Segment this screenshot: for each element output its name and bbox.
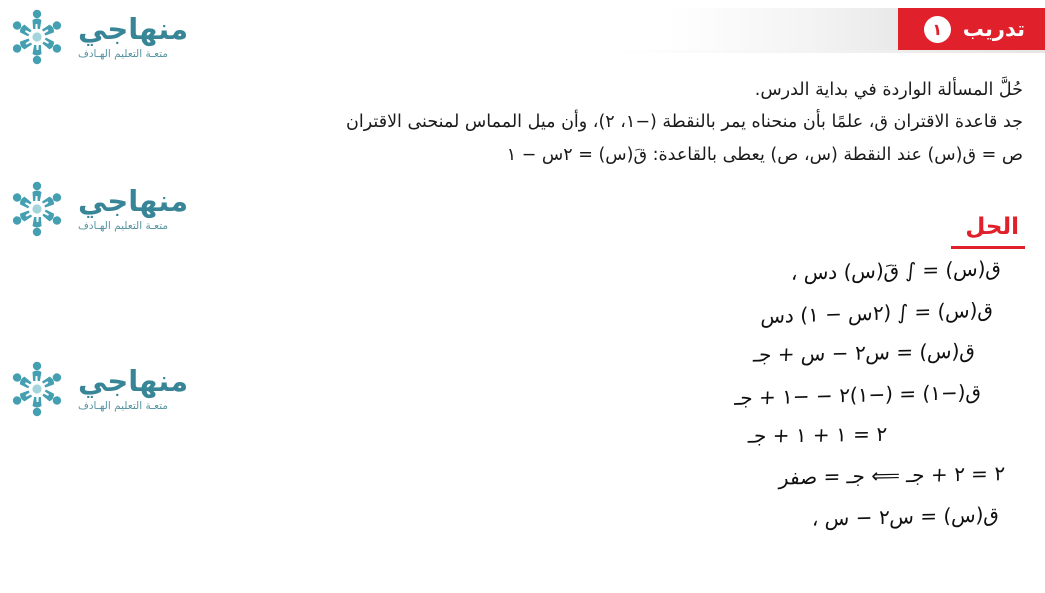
brand-name: منهاجي — [78, 183, 189, 218]
handwritten-solution — [375, 256, 1015, 531]
question-line-1: حُلَّ المسألة الواردة في بداية الدرس. — [754, 80, 1023, 100]
people-snowflake-logo-icon — [6, 178, 68, 240]
watermark-text — [78, 363, 189, 412]
brand-name: منهاجي — [78, 363, 189, 398]
brand-name: منهاجي — [78, 11, 189, 46]
watermark-text — [78, 11, 189, 60]
watermark-logo-bottom — [6, 358, 188, 420]
exercise-label: تدريب — [962, 17, 1025, 41]
question-line-3: ص = ق(س) عند النقطة (س، ص) يعطى بالقاعدة: قَ(س) = ٢س − ١ — [506, 144, 1023, 165]
people-snowflake-logo-icon — [6, 6, 68, 68]
exercise-number-badge: ١ — [924, 16, 951, 43]
brand-tagline: متعـة التعليم الهـادف — [78, 219, 169, 232]
solution-line-5: ٢ = ١ + ١ + جـ — [747, 421, 888, 448]
people-snowflake-logo-icon — [6, 358, 68, 420]
brand-tagline: متعـة التعليم الهـادف — [78, 399, 169, 412]
exercise-banner-label-block — [898, 8, 1045, 50]
exercise-banner — [668, 8, 1045, 50]
brand-tagline: متعـة التعليم الهـادف — [78, 47, 169, 60]
solution-line-3: ق(س) = س٢ − س + جـ — [752, 338, 976, 367]
solution-line-6: ٢ = ٢ + جـ ⟸ جـ = صفر — [778, 461, 1006, 490]
solution-line-4: ق(−١) = (−١)٢ − −١ + جـ — [733, 379, 982, 410]
solution-heading-underline — [951, 246, 1025, 249]
banner-shadow — [615, 50, 1045, 53]
watermark-logo-middle — [6, 178, 188, 240]
question-text — [223, 74, 1023, 171]
solution-line-1: ق(س) = ∫ قَ(س) دس ، — [790, 256, 1002, 285]
watermark-logo-top — [6, 6, 188, 68]
solution-heading: الحل — [965, 214, 1019, 240]
solution-line-7: ق(س) = س٢ − س ، — [811, 502, 1000, 531]
solution-line-2: ق(س) = ∫ (٢س − ١) دس — [760, 297, 994, 329]
banner-fade-strip — [668, 8, 898, 50]
watermark-text — [78, 183, 189, 232]
question-line-2: جد قاعدة الاقتران ق، علمًا بأن منحناه يمر بالنقطة (−١، ٢)، وأن ميل المماس لمنحنى الاقتران — [346, 112, 1023, 133]
